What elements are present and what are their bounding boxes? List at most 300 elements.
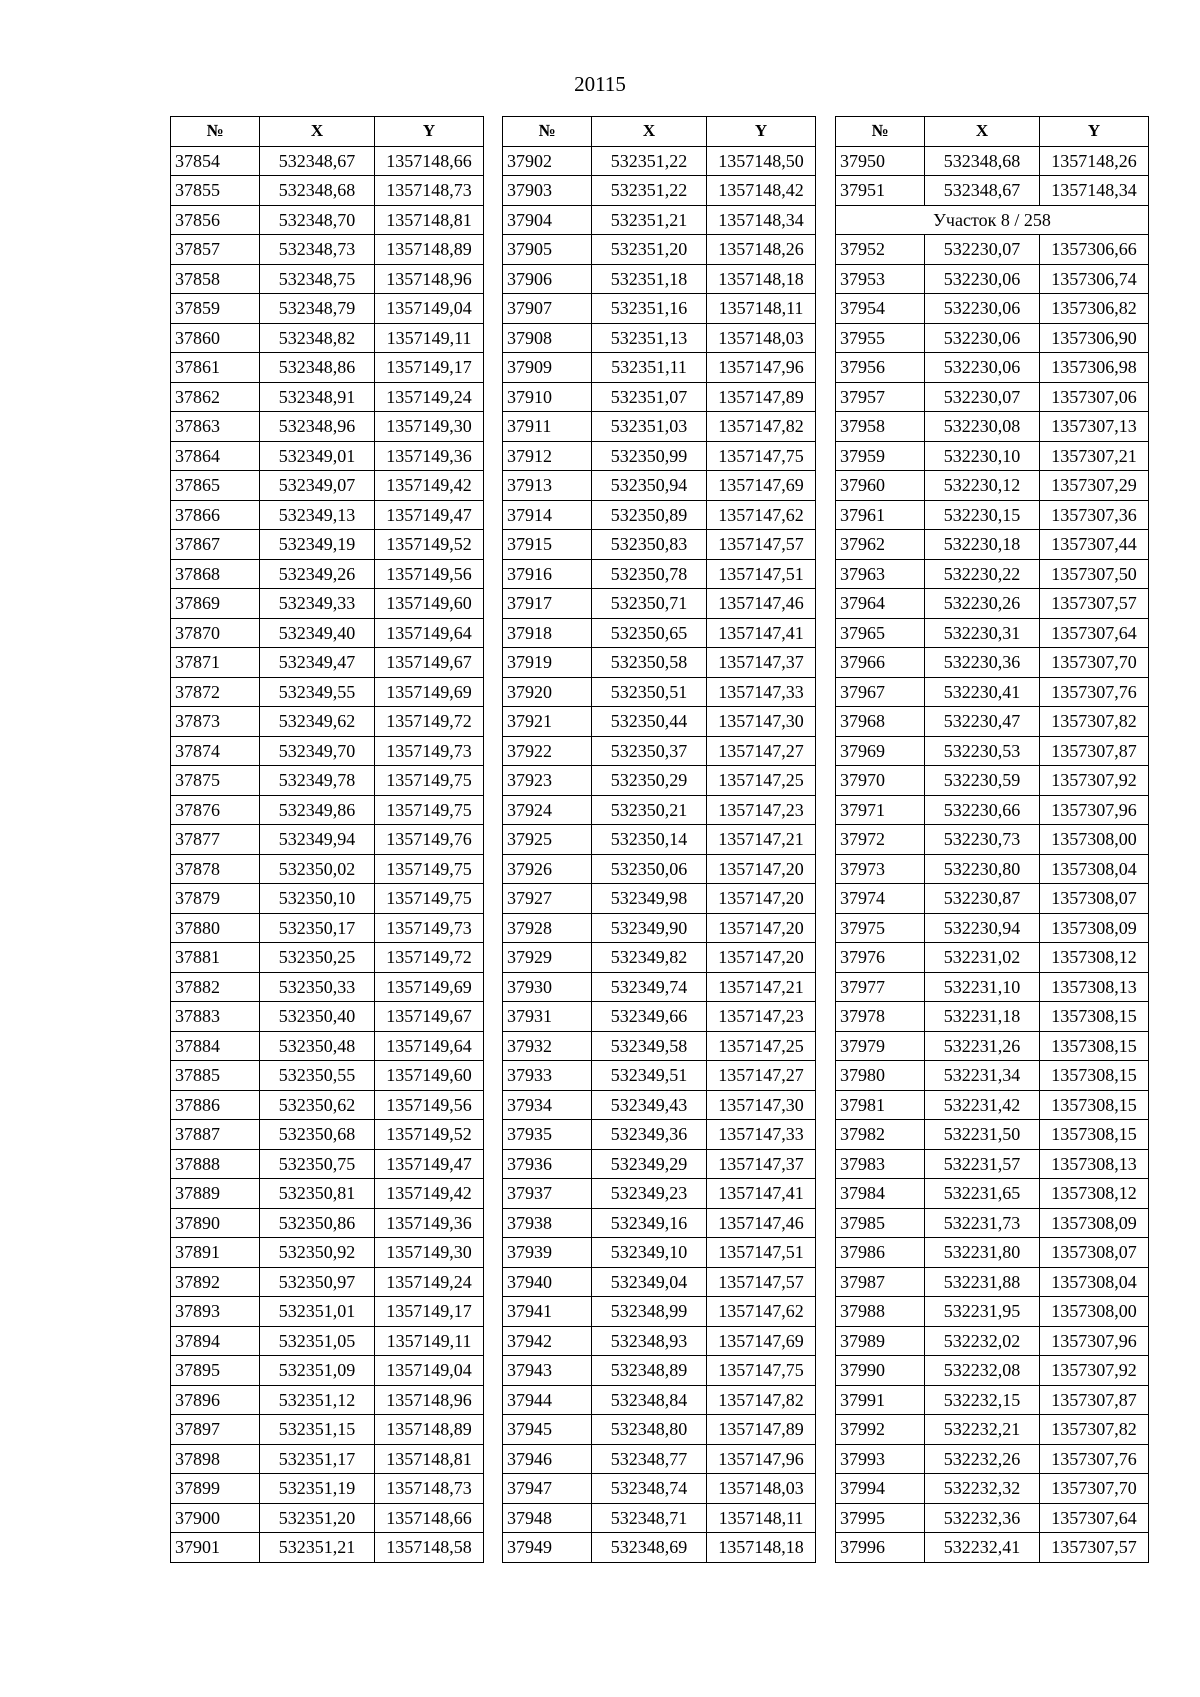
x-coordinate: 532350,51 <box>592 677 707 707</box>
point-number: 37866 <box>171 500 260 530</box>
y-coordinate: 1357149,36 <box>375 441 484 471</box>
table-row <box>836 1031 1149 1061</box>
x-coordinate: 532349,47 <box>260 648 375 678</box>
y-coordinate: 1357147,57 <box>707 530 816 560</box>
x-coordinate: 532349,07 <box>260 471 375 501</box>
table-row <box>836 530 1149 560</box>
x-coordinate: 532351,21 <box>592 205 707 235</box>
point-number: 37912 <box>503 441 592 471</box>
y-coordinate: 1357307,96 <box>1040 1326 1149 1356</box>
point-number: 37875 <box>171 766 260 796</box>
y-coordinate: 1357148,03 <box>707 1474 816 1504</box>
x-coordinate: 532349,43 <box>592 1090 707 1120</box>
x-coordinate: 532230,08 <box>925 412 1040 442</box>
y-coordinate: 1357149,17 <box>375 1297 484 1327</box>
x-coordinate: 532232,21 <box>925 1415 1040 1445</box>
table-row <box>503 441 816 471</box>
x-coordinate: 532350,37 <box>592 736 707 766</box>
point-number: 37929 <box>503 943 592 973</box>
x-coordinate: 532348,70 <box>260 205 375 235</box>
x-coordinate: 532348,67 <box>260 146 375 176</box>
point-number: 37911 <box>503 412 592 442</box>
x-coordinate: 532230,26 <box>925 589 1040 619</box>
y-coordinate: 1357147,89 <box>707 1415 816 1445</box>
y-coordinate: 1357149,75 <box>375 795 484 825</box>
x-coordinate: 532230,22 <box>925 559 1040 589</box>
y-coordinate: 1357308,12 <box>1040 943 1149 973</box>
y-coordinate: 1357147,30 <box>707 1090 816 1120</box>
coordinates-table-2 <box>502 116 816 1563</box>
point-number: 37885 <box>171 1061 260 1091</box>
point-number: 37959 <box>836 441 925 471</box>
x-coordinate: 532350,21 <box>592 795 707 825</box>
table-header-row <box>503 117 816 147</box>
x-coordinate: 532231,50 <box>925 1120 1040 1150</box>
x-coordinate: 532230,53 <box>925 736 1040 766</box>
y-coordinate: 1357148,50 <box>707 146 816 176</box>
point-number: 37919 <box>503 648 592 678</box>
point-number: 37935 <box>503 1120 592 1150</box>
point-number: 37906 <box>503 264 592 294</box>
table-row <box>171 1385 484 1415</box>
table-row <box>171 1533 484 1563</box>
x-coordinate: 532230,73 <box>925 825 1040 855</box>
column-header-x: X <box>925 117 1040 147</box>
y-coordinate: 1357149,24 <box>375 382 484 412</box>
table-row <box>171 913 484 943</box>
y-coordinate: 1357149,47 <box>375 1149 484 1179</box>
point-number: 37856 <box>171 205 260 235</box>
point-number: 37957 <box>836 382 925 412</box>
x-coordinate: 532350,81 <box>260 1179 375 1209</box>
table-row <box>171 766 484 796</box>
table-row <box>836 618 1149 648</box>
y-coordinate: 1357308,04 <box>1040 1267 1149 1297</box>
table-row <box>836 589 1149 619</box>
x-coordinate: 532348,99 <box>592 1297 707 1327</box>
table-row <box>503 736 816 766</box>
y-coordinate: 1357148,96 <box>375 1385 484 1415</box>
y-coordinate: 1357149,42 <box>375 1179 484 1209</box>
x-coordinate: 532351,05 <box>260 1326 375 1356</box>
y-coordinate: 1357147,27 <box>707 736 816 766</box>
point-number: 37952 <box>836 235 925 265</box>
point-number: 37964 <box>836 589 925 619</box>
x-coordinate: 532349,98 <box>592 884 707 914</box>
point-number: 37932 <box>503 1031 592 1061</box>
x-coordinate: 532348,67 <box>925 176 1040 206</box>
table-row <box>503 471 816 501</box>
point-number: 37968 <box>836 707 925 737</box>
column-header-number: № <box>836 117 925 147</box>
table-row <box>836 1415 1149 1445</box>
point-number: 37869 <box>171 589 260 619</box>
x-coordinate: 532231,42 <box>925 1090 1040 1120</box>
y-coordinate: 1357147,62 <box>707 1297 816 1327</box>
y-coordinate: 1357308,15 <box>1040 1120 1149 1150</box>
x-coordinate: 532230,94 <box>925 913 1040 943</box>
y-coordinate: 1357148,73 <box>375 1474 484 1504</box>
point-number: 37954 <box>836 294 925 324</box>
x-coordinate: 532351,22 <box>592 146 707 176</box>
coordinates-table-3 <box>835 116 1149 1563</box>
x-coordinate: 532349,90 <box>592 913 707 943</box>
x-coordinate: 532350,17 <box>260 913 375 943</box>
y-coordinate: 1357149,52 <box>375 1120 484 1150</box>
y-coordinate: 1357308,15 <box>1040 1090 1149 1120</box>
y-coordinate: 1357148,26 <box>707 235 816 265</box>
y-coordinate: 1357148,58 <box>375 1533 484 1563</box>
y-coordinate: 1357147,41 <box>707 618 816 648</box>
x-coordinate: 532231,80 <box>925 1238 1040 1268</box>
y-coordinate: 1357147,75 <box>707 441 816 471</box>
table-row <box>836 1061 1149 1091</box>
point-number: 37894 <box>171 1326 260 1356</box>
x-coordinate: 532350,48 <box>260 1031 375 1061</box>
table-row <box>171 884 484 914</box>
y-coordinate: 1357147,69 <box>707 1326 816 1356</box>
y-coordinate: 1357147,27 <box>707 1061 816 1091</box>
table-row <box>503 176 816 206</box>
y-coordinate: 1357149,52 <box>375 530 484 560</box>
point-number: 37951 <box>836 176 925 206</box>
point-number: 37967 <box>836 677 925 707</box>
table-row <box>171 471 484 501</box>
x-coordinate: 532230,59 <box>925 766 1040 796</box>
x-coordinate: 532230,15 <box>925 500 1040 530</box>
x-coordinate: 532231,73 <box>925 1208 1040 1238</box>
x-coordinate: 532350,40 <box>260 1002 375 1032</box>
point-number: 37899 <box>171 1474 260 1504</box>
point-number: 37955 <box>836 323 925 353</box>
table-row <box>503 677 816 707</box>
y-coordinate: 1357149,04 <box>375 1356 484 1386</box>
point-number: 37887 <box>171 1120 260 1150</box>
point-number: 37933 <box>503 1061 592 1091</box>
point-number: 37876 <box>171 795 260 825</box>
table-row <box>503 146 816 176</box>
y-coordinate: 1357308,15 <box>1040 1061 1149 1091</box>
table-row <box>836 412 1149 442</box>
table-row <box>503 1444 816 1474</box>
y-coordinate: 1357149,60 <box>375 1061 484 1091</box>
x-coordinate: 532232,41 <box>925 1533 1040 1563</box>
y-coordinate: 1357149,17 <box>375 353 484 383</box>
table-row <box>171 1061 484 1091</box>
point-number: 37979 <box>836 1031 925 1061</box>
x-coordinate: 532351,13 <box>592 323 707 353</box>
table-row <box>836 943 1149 973</box>
point-number: 37942 <box>503 1326 592 1356</box>
table-row <box>836 1356 1149 1386</box>
table-row <box>171 1415 484 1445</box>
y-coordinate: 1357147,33 <box>707 1120 816 1150</box>
point-number: 37883 <box>171 1002 260 1032</box>
y-coordinate: 1357307,21 <box>1040 441 1149 471</box>
table-row <box>171 1002 484 1032</box>
table-row <box>171 795 484 825</box>
point-number: 37963 <box>836 559 925 589</box>
table-row <box>836 884 1149 914</box>
y-coordinate: 1357147,57 <box>707 1267 816 1297</box>
point-number: 37931 <box>503 1002 592 1032</box>
table-row <box>503 913 816 943</box>
table-row <box>171 294 484 324</box>
point-number: 37890 <box>171 1208 260 1238</box>
table-body <box>503 146 816 1562</box>
x-coordinate: 532350,83 <box>592 530 707 560</box>
x-coordinate: 532350,02 <box>260 854 375 884</box>
y-coordinate: 1357149,75 <box>375 884 484 914</box>
x-coordinate: 532231,95 <box>925 1297 1040 1327</box>
point-number: 37861 <box>171 353 260 383</box>
point-number: 37943 <box>503 1356 592 1386</box>
point-number: 37971 <box>836 795 925 825</box>
point-number: 37961 <box>836 500 925 530</box>
point-number: 37958 <box>836 412 925 442</box>
table-row <box>836 1267 1149 1297</box>
x-coordinate: 532348,86 <box>260 353 375 383</box>
table-row <box>171 648 484 678</box>
x-coordinate: 532231,65 <box>925 1179 1040 1209</box>
point-number: 37889 <box>171 1179 260 1209</box>
y-coordinate: 1357308,09 <box>1040 1208 1149 1238</box>
y-coordinate: 1357149,42 <box>375 471 484 501</box>
point-number: 37928 <box>503 913 592 943</box>
y-coordinate: 1357149,75 <box>375 766 484 796</box>
table-row <box>503 412 816 442</box>
y-coordinate: 1357148,11 <box>707 1503 816 1533</box>
y-coordinate: 1357148,66 <box>375 1503 484 1533</box>
point-number: 37995 <box>836 1503 925 1533</box>
y-coordinate: 1357148,11 <box>707 294 816 324</box>
point-number: 37880 <box>171 913 260 943</box>
point-number: 37881 <box>171 943 260 973</box>
y-coordinate: 1357307,64 <box>1040 1503 1149 1533</box>
table-row <box>836 1503 1149 1533</box>
x-coordinate: 532230,12 <box>925 471 1040 501</box>
y-coordinate: 1357148,81 <box>375 1444 484 1474</box>
x-coordinate: 532350,89 <box>592 500 707 530</box>
y-coordinate: 1357307,96 <box>1040 795 1149 825</box>
x-coordinate: 532350,25 <box>260 943 375 973</box>
table-row <box>503 353 816 383</box>
point-number: 37969 <box>836 736 925 766</box>
y-coordinate: 1357147,25 <box>707 766 816 796</box>
y-coordinate: 1357147,20 <box>707 884 816 914</box>
table-row <box>836 1208 1149 1238</box>
x-coordinate: 532232,32 <box>925 1474 1040 1504</box>
y-coordinate: 1357308,00 <box>1040 1297 1149 1327</box>
x-coordinate: 532350,94 <box>592 471 707 501</box>
table-row <box>503 854 816 884</box>
x-coordinate: 532232,08 <box>925 1356 1040 1386</box>
x-coordinate: 532231,88 <box>925 1267 1040 1297</box>
table-row <box>836 176 1149 206</box>
table-row <box>836 1179 1149 1209</box>
x-coordinate: 532230,80 <box>925 854 1040 884</box>
table-row <box>503 1385 816 1415</box>
point-number: 37855 <box>171 176 260 206</box>
table-row <box>171 1474 484 1504</box>
table-row <box>503 1179 816 1209</box>
table-row <box>171 235 484 265</box>
table-row <box>503 884 816 914</box>
table-row <box>171 618 484 648</box>
x-coordinate: 532232,36 <box>925 1503 1040 1533</box>
table-row <box>836 1326 1149 1356</box>
table-row <box>836 1444 1149 1474</box>
x-coordinate: 532349,78 <box>260 766 375 796</box>
y-coordinate: 1357147,30 <box>707 707 816 737</box>
point-number: 37871 <box>171 648 260 678</box>
y-coordinate: 1357149,11 <box>375 1326 484 1356</box>
point-number: 37986 <box>836 1238 925 1268</box>
x-coordinate: 532348,82 <box>260 323 375 353</box>
table-row <box>836 766 1149 796</box>
y-coordinate: 1357147,41 <box>707 1179 816 1209</box>
table-body <box>171 146 484 1562</box>
table-row <box>171 736 484 766</box>
y-coordinate: 1357307,06 <box>1040 382 1149 412</box>
x-coordinate: 532348,79 <box>260 294 375 324</box>
table-row <box>503 235 816 265</box>
y-coordinate: 1357149,56 <box>375 1090 484 1120</box>
point-number: 37944 <box>503 1385 592 1415</box>
y-coordinate: 1357308,04 <box>1040 854 1149 884</box>
table-row <box>836 441 1149 471</box>
x-coordinate: 532349,86 <box>260 795 375 825</box>
x-coordinate: 532350,14 <box>592 825 707 855</box>
table-row <box>171 1444 484 1474</box>
point-number: 37975 <box>836 913 925 943</box>
table-row <box>171 1326 484 1356</box>
point-number: 37953 <box>836 264 925 294</box>
x-coordinate: 532349,70 <box>260 736 375 766</box>
point-number: 37996 <box>836 1533 925 1563</box>
table-row <box>171 589 484 619</box>
table-row <box>503 1415 816 1445</box>
y-coordinate: 1357308,13 <box>1040 972 1149 1002</box>
x-coordinate: 532231,26 <box>925 1031 1040 1061</box>
point-number: 37927 <box>503 884 592 914</box>
point-number: 37898 <box>171 1444 260 1474</box>
y-coordinate: 1357307,76 <box>1040 1444 1149 1474</box>
y-coordinate: 1357149,73 <box>375 736 484 766</box>
x-coordinate: 532350,71 <box>592 589 707 619</box>
y-coordinate: 1357147,37 <box>707 1149 816 1179</box>
point-number: 37908 <box>503 323 592 353</box>
point-number: 37914 <box>503 500 592 530</box>
table-row <box>503 530 816 560</box>
table-row <box>836 500 1149 530</box>
y-coordinate: 1357307,50 <box>1040 559 1149 589</box>
point-number: 37983 <box>836 1149 925 1179</box>
x-coordinate: 532349,36 <box>592 1120 707 1150</box>
table-row <box>836 1474 1149 1504</box>
x-coordinate: 532230,87 <box>925 884 1040 914</box>
table-row <box>171 1267 484 1297</box>
point-number: 37888 <box>171 1149 260 1179</box>
y-coordinate: 1357147,75 <box>707 1356 816 1386</box>
table-row <box>503 1031 816 1061</box>
table-row <box>836 736 1149 766</box>
point-number: 37915 <box>503 530 592 560</box>
point-number: 37896 <box>171 1385 260 1415</box>
x-coordinate: 532231,02 <box>925 943 1040 973</box>
y-coordinate: 1357307,70 <box>1040 648 1149 678</box>
y-coordinate: 1357147,82 <box>707 1385 816 1415</box>
y-coordinate: 1357147,37 <box>707 648 816 678</box>
column-header-x: X <box>592 117 707 147</box>
y-coordinate: 1357149,60 <box>375 589 484 619</box>
table-row <box>171 441 484 471</box>
point-number: 37946 <box>503 1444 592 1474</box>
table-row <box>171 1031 484 1061</box>
table-row <box>836 264 1149 294</box>
point-number: 37936 <box>503 1149 592 1179</box>
point-number: 37977 <box>836 972 925 1002</box>
point-number: 37937 <box>503 1179 592 1209</box>
point-number: 37863 <box>171 412 260 442</box>
table-row <box>171 559 484 589</box>
point-number: 37948 <box>503 1503 592 1533</box>
point-number: 37949 <box>503 1533 592 1563</box>
y-coordinate: 1357147,20 <box>707 913 816 943</box>
table-row <box>171 353 484 383</box>
table-row <box>503 323 816 353</box>
x-coordinate: 532351,20 <box>592 235 707 265</box>
point-number: 37913 <box>503 471 592 501</box>
table-row <box>836 1238 1149 1268</box>
point-number: 37860 <box>171 323 260 353</box>
point-number: 37909 <box>503 353 592 383</box>
x-coordinate: 532350,58 <box>592 648 707 678</box>
x-coordinate: 532349,23 <box>592 1179 707 1209</box>
table-row <box>836 1533 1149 1563</box>
y-coordinate: 1357149,72 <box>375 707 484 737</box>
y-coordinate: 1357307,44 <box>1040 530 1149 560</box>
table-row <box>171 1503 484 1533</box>
y-coordinate: 1357307,36 <box>1040 500 1149 530</box>
point-number: 37994 <box>836 1474 925 1504</box>
table-row <box>836 795 1149 825</box>
y-coordinate: 1357148,89 <box>375 235 484 265</box>
point-number: 37945 <box>503 1415 592 1445</box>
table-row <box>503 264 816 294</box>
point-number: 37857 <box>171 235 260 265</box>
table-row <box>171 707 484 737</box>
x-coordinate: 532351,22 <box>592 176 707 206</box>
table-row <box>836 1002 1149 1032</box>
y-coordinate: 1357308,07 <box>1040 1238 1149 1268</box>
x-coordinate: 532348,77 <box>592 1444 707 1474</box>
y-coordinate: 1357306,74 <box>1040 264 1149 294</box>
point-number: 37978 <box>836 1002 925 1032</box>
point-number: 37922 <box>503 736 592 766</box>
table-row <box>171 1120 484 1150</box>
x-coordinate: 532349,55 <box>260 677 375 707</box>
point-number: 37884 <box>171 1031 260 1061</box>
y-coordinate: 1357148,18 <box>707 1533 816 1563</box>
x-coordinate: 532349,01 <box>260 441 375 471</box>
y-coordinate: 1357148,96 <box>375 264 484 294</box>
y-coordinate: 1357307,92 <box>1040 766 1149 796</box>
x-coordinate: 532349,40 <box>260 618 375 648</box>
table-row <box>503 943 816 973</box>
column-header-y: Y <box>1040 117 1149 147</box>
x-coordinate: 532230,07 <box>925 235 1040 265</box>
